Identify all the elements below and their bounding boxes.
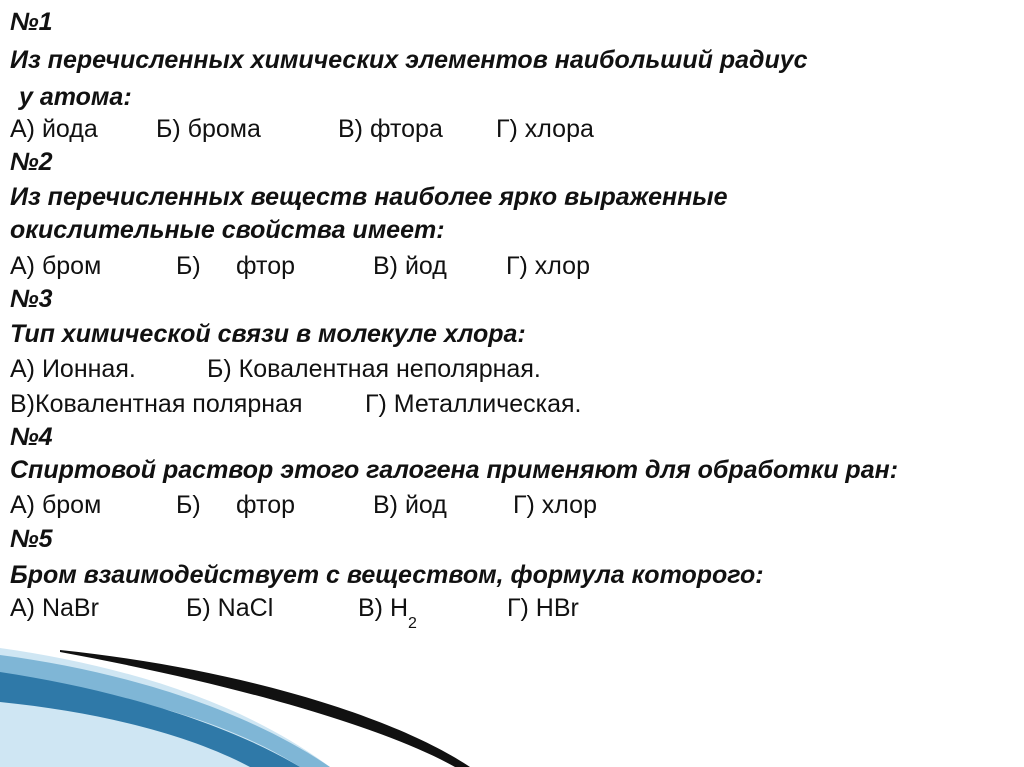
q5-text-line-1: Бром взаимодействует с веществом, формула которого: bbox=[10, 561, 764, 589]
q4-option-a[interactable]: А) бром bbox=[10, 491, 102, 519]
q5-option-c-label: В) H bbox=[358, 594, 408, 622]
q3-option-a[interactable]: А) Ионная. bbox=[10, 355, 136, 383]
q1-option-b[interactable]: Б) брома bbox=[156, 115, 261, 143]
q5-option-b[interactable]: Б) NaCl bbox=[186, 594, 274, 622]
q2-option-a[interactable]: А) бром bbox=[10, 252, 102, 280]
q2-option-c[interactable]: В) йод bbox=[373, 252, 447, 280]
q5-option-d[interactable]: Г) HBr bbox=[507, 594, 579, 622]
q5-number: №5 bbox=[10, 525, 53, 553]
q2-option-b[interactable]: Б) bbox=[176, 252, 201, 280]
q1-text-line-1: Из перечисленных химических элементов наибольший радиус bbox=[10, 46, 808, 74]
q4-option-d[interactable]: Г) хлор bbox=[513, 491, 597, 519]
q2-option-b-text[interactable]: фтор bbox=[236, 252, 295, 280]
q3-option-c[interactable]: В)Ковалентная полярная bbox=[10, 390, 303, 418]
q4-option-c[interactable]: В) йод bbox=[373, 491, 447, 519]
q4-option-b[interactable]: Б) bbox=[176, 491, 201, 519]
q5-option-c-subscript: 2 bbox=[408, 615, 417, 632]
q1-number: №1 bbox=[10, 8, 53, 36]
q1-option-c[interactable]: В) фтора bbox=[338, 115, 443, 143]
q4-number: №4 bbox=[10, 423, 53, 451]
q3-option-d[interactable]: Г) Металлическая. bbox=[365, 390, 582, 418]
q2-number: №2 bbox=[10, 148, 53, 176]
q1-text-line-2: у атома: bbox=[19, 83, 132, 111]
q1-option-a[interactable]: А) йода bbox=[10, 115, 98, 143]
q1-option-d[interactable]: Г) хлора bbox=[496, 115, 594, 143]
q5-option-a[interactable]: А) NaBr bbox=[10, 594, 99, 622]
q3-option-b[interactable]: Б) Ковалентная неполярная. bbox=[207, 355, 541, 383]
q2-text-line-1: Из перечисленных веществ наиболее ярко выраженные bbox=[10, 183, 728, 211]
q4-text-line-1: Спиртовой раствор этого галогена применяют для обработки ран: bbox=[10, 456, 899, 484]
q2-text-line-2: окислительные свойства имеет: bbox=[10, 216, 445, 244]
q4-option-b-text[interactable]: фтор bbox=[236, 491, 295, 519]
q3-text-line-1: Тип химической связи в молекуле хлора: bbox=[10, 320, 526, 348]
q2-option-d[interactable]: Г) хлор bbox=[506, 252, 590, 280]
q3-number: №3 bbox=[10, 285, 53, 313]
